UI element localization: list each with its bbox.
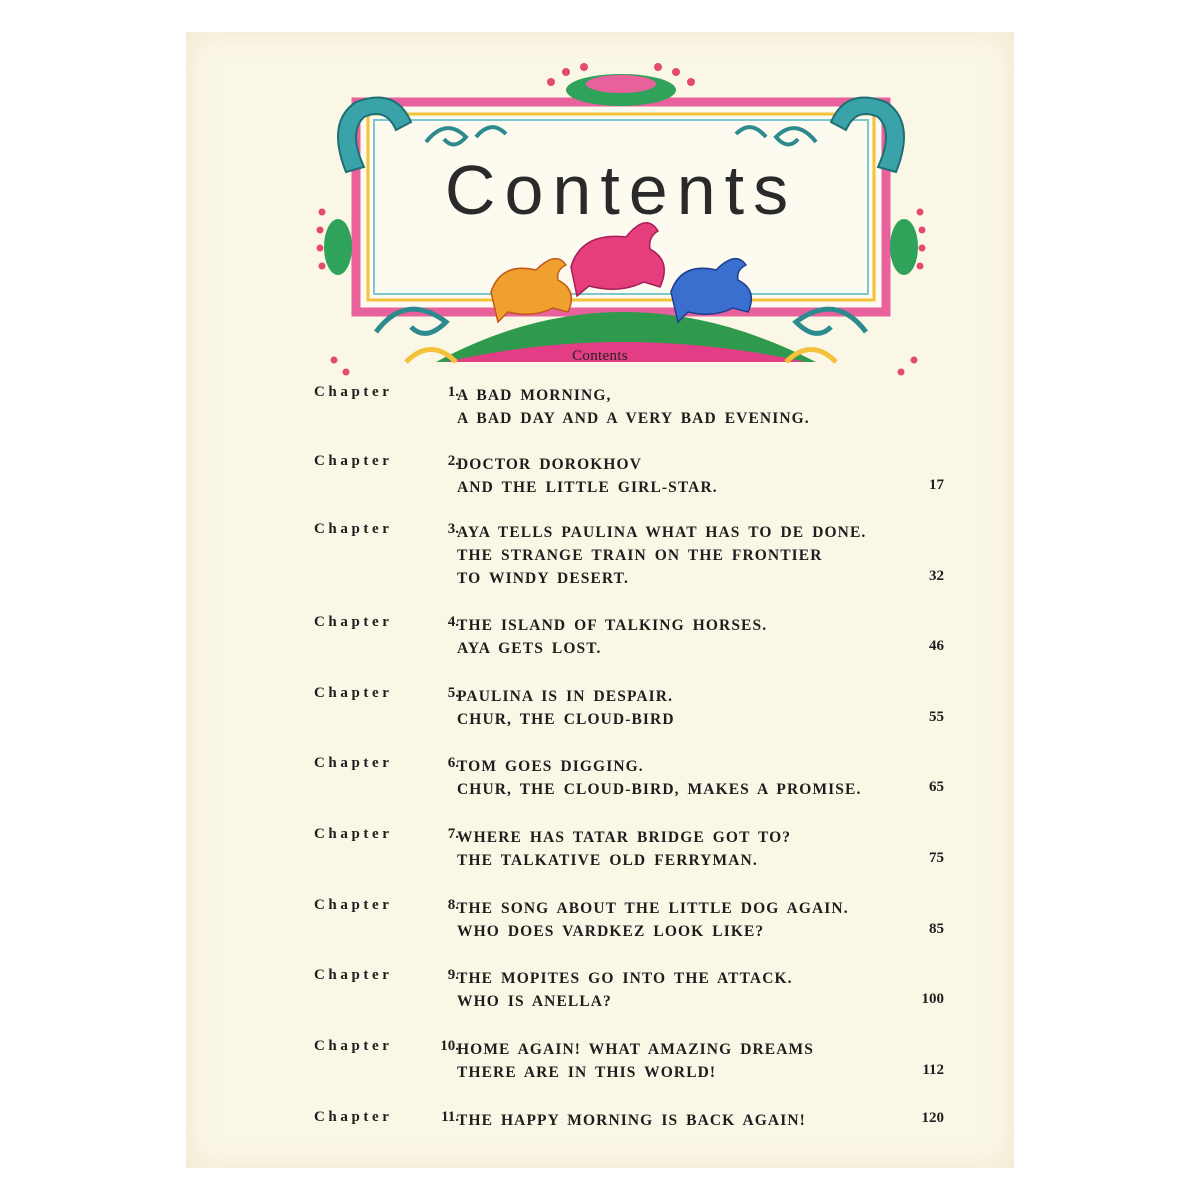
chapter-title-line: THE STRANGE TRAIN ON THE FRONTIER [457, 547, 823, 564]
chapter-title [457, 826, 791, 872]
chapter-title-line: AYA GETS LOST. [457, 640, 602, 657]
page-number: 120 [921, 1110, 944, 1126]
page-number: 75 [929, 850, 944, 866]
chapter-label: Chapter [314, 453, 393, 469]
toc-entry [314, 1038, 944, 1084]
chapter-label: Chapter [314, 755, 393, 771]
chapter-number: 8. [447, 897, 459, 913]
page-number: 65 [929, 779, 944, 795]
chapter-title-line: THERE ARE IN THIS WORLD! [457, 1064, 717, 1081]
chapter-title-line: CHUR, THE CLOUD-BIRD [457, 711, 675, 728]
chapter-label: Chapter [314, 826, 393, 842]
chapter-title-line: TO WINDY DESERT. [457, 570, 629, 587]
chapter-title-line: TOM GOES DIGGING. [457, 758, 644, 775]
page-subtitle: Contents [572, 348, 628, 364]
chapter-title-line: A BAD MORNING, [457, 387, 612, 404]
chapter-title-line: THE TALKATIVE OLD FERRYMAN. [457, 852, 758, 869]
page-number: 46 [929, 638, 944, 654]
chapter-title-line: PAULINA IS IN DESPAIR. [457, 688, 674, 705]
chapter-title-line: THE MOPITES GO INTO THE ATTACK. [457, 970, 793, 987]
chapter-title-line: AND THE LITTLE GIRL-STAR. [457, 479, 718, 496]
chapter-label: Chapter [314, 521, 393, 537]
chapter-title-line: THE HAPPY MORNING IS BACK AGAIN! [457, 1112, 806, 1129]
toc-entry [314, 826, 944, 872]
chapter-number: 6. [447, 755, 459, 771]
chapter-title-line: WHO IS ANELLA? [457, 993, 612, 1010]
book-page [186, 32, 1014, 1168]
chapter-title-line: A BAD DAY AND A VERY BAD EVENING. [457, 410, 810, 427]
chapter-number: 2. [447, 453, 459, 469]
chapter-number: 4. [447, 614, 459, 630]
chapter-label: Chapter [314, 614, 393, 630]
page-number: 55 [929, 709, 944, 725]
chapter-label: Chapter [314, 384, 393, 400]
toc-entry [314, 755, 944, 801]
page-number: 85 [929, 921, 944, 937]
chapter-number: 11. [441, 1109, 459, 1125]
chapter-label: Chapter [314, 1038, 393, 1054]
toc-entry [314, 685, 944, 731]
chapter-title-line: WHO DOES VARDKEZ LOOK LIKE? [457, 923, 765, 940]
chapter-title-line: CHUR, THE CLOUD-BIRD, MAKES A PROMISE. [457, 781, 862, 798]
chapter-number: 3. [447, 521, 459, 537]
toc-entry [314, 384, 944, 430]
toc-entry [314, 1109, 944, 1132]
chapter-title-line: THE ISLAND OF TALKING HORSES. [457, 617, 768, 634]
chapter-title [457, 967, 793, 1013]
chapter-number: 5. [447, 685, 459, 701]
chapter-title [457, 685, 675, 731]
page-number: 112 [922, 1062, 944, 1078]
toc-entry [314, 614, 944, 660]
chapter-title [457, 1109, 806, 1132]
toc-entry [314, 897, 944, 943]
chapter-title-line: AYA TELLS PAULINA WHAT HAS TO DE DONE. [457, 524, 867, 541]
chapter-number: 10. [440, 1038, 459, 1054]
page-number: 100 [921, 991, 944, 1007]
chapter-number: 9. [447, 967, 459, 983]
chapter-label: Chapter [314, 967, 393, 983]
chapter-label: Chapter [314, 897, 393, 913]
banner-title: Contents [444, 151, 798, 229]
page-number: 17 [929, 477, 944, 493]
toc-entry [314, 967, 944, 1013]
chapter-title [457, 755, 861, 801]
chapter-title [457, 897, 849, 943]
chapter-label: Chapter [314, 685, 393, 701]
chapter-title-line: THE SONG ABOUT THE LITTLE DOG AGAIN. [457, 900, 849, 917]
chapter-label: Chapter [314, 1109, 393, 1125]
page-number: 32 [929, 568, 944, 584]
chapter-title [457, 614, 767, 660]
chapter-number: 1. [447, 384, 459, 400]
toc-entry [314, 521, 944, 590]
chapter-title [457, 384, 810, 430]
chapter-title-line: DOCTOR DOROKHOV [457, 456, 642, 473]
toc-entry [314, 453, 944, 499]
chapter-number: 7. [447, 826, 459, 842]
chapter-title [457, 1038, 814, 1084]
chapter-title-line: HOME AGAIN! WHAT AMAZING DREAMS [457, 1041, 814, 1058]
contents-banner-illustration [316, 62, 926, 392]
chapter-title [457, 453, 718, 499]
chapter-title [457, 521, 866, 590]
chapter-title-line: WHERE HAS TATAR BRIDGE GOT TO? [457, 829, 792, 846]
